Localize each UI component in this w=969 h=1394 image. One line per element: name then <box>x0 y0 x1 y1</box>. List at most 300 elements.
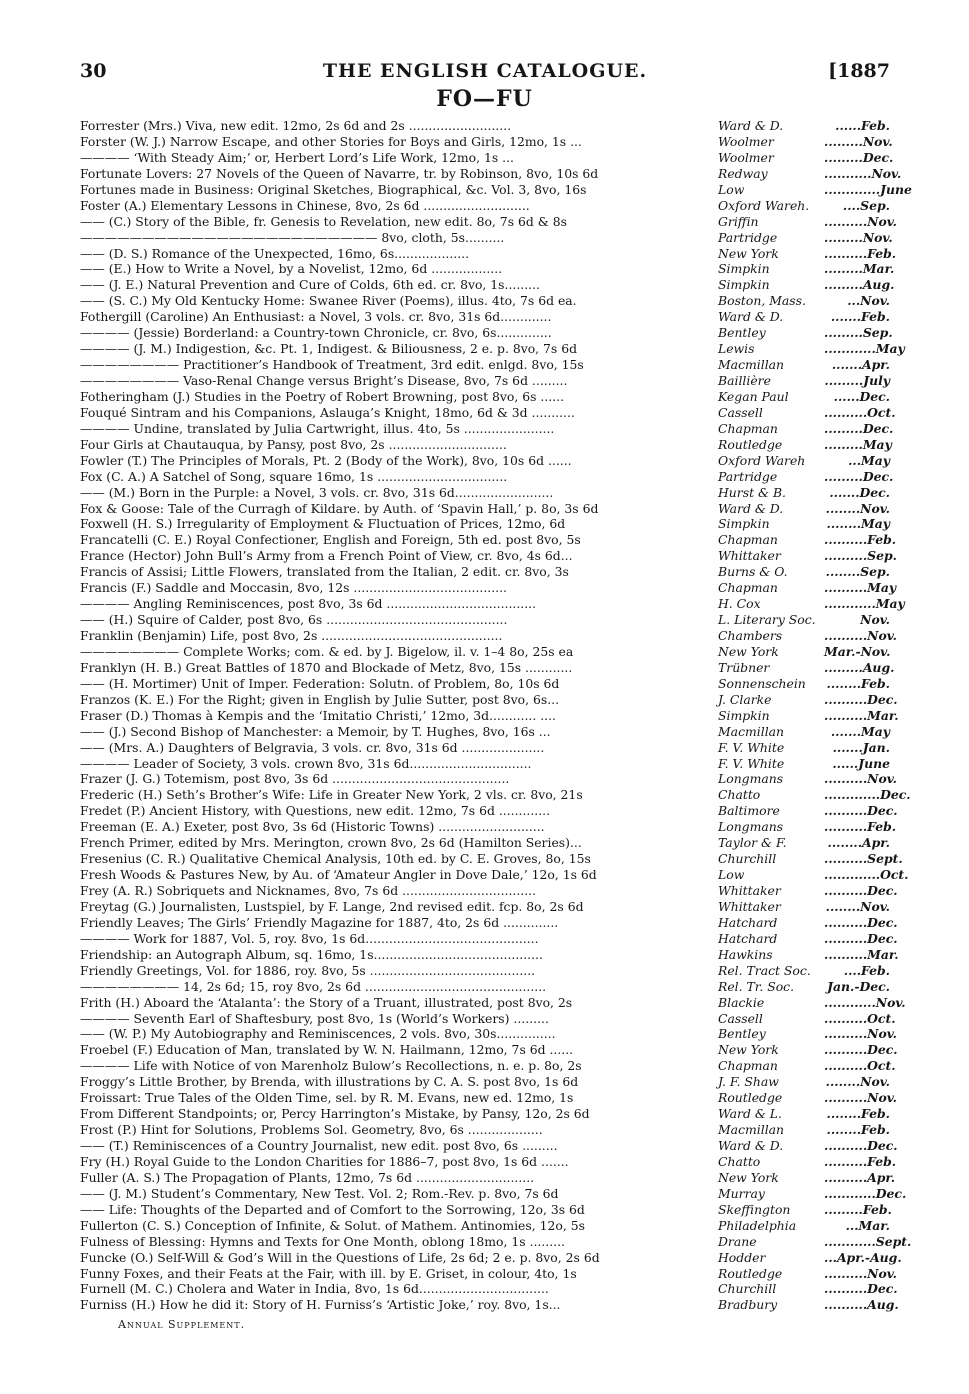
running-title: THE ENGLISH CATALOGUE. <box>322 60 648 82</box>
catalogue-entry <box>80 803 898 819</box>
entry-text: Froggy’s Little Brother, by Brenda, with illustrations by C. A. S. post 8vo, 1s 6d <box>80 1074 579 1090</box>
entry-date: ..........Dec. <box>824 1138 898 1153</box>
catalogue-entry <box>80 453 890 469</box>
entry-date: ..........May <box>824 580 897 596</box>
entry-publisher: Philadelphia <box>718 1217 797 1233</box>
catalogue-entry <box>80 580 897 596</box>
entry-text: —— (E.) How to Write a Novel, by a Novelist, 12mo, 6d .................. <box>80 261 503 277</box>
entry-publisher: Hatchard <box>718 930 778 946</box>
catalogue-entry <box>80 1169 896 1186</box>
entry-date: ..........Oct. <box>824 1058 896 1074</box>
entry-publisher: Rel. Tract Soc. <box>718 962 811 978</box>
entry-publisher: H. Cox <box>718 596 761 612</box>
entry-publisher: Simpkin <box>718 516 770 532</box>
entry-publisher: Chatto <box>718 787 761 803</box>
catalogue-entry <box>80 1297 899 1313</box>
entry-date: ..........Mar. <box>824 707 899 723</box>
entry-publisher: Routledge <box>718 1090 783 1106</box>
catalogue-entry <box>80 835 890 851</box>
catalogue-entry <box>80 181 912 198</box>
entry-text: Froissart: True Tales of the Olden Time, sel. by R. M. Evans, new ed. 12mo, 1s <box>80 1090 574 1106</box>
entry-date: ........May <box>826 516 890 532</box>
entry-text: Fredet (P.) Ancient History, with Questions, new edit. 12mo, 7s 6d ............. <box>80 803 551 819</box>
page-number: 30 <box>80 60 107 82</box>
entry-date: ........Feb. <box>826 1106 890 1122</box>
entry-publisher: New York <box>718 643 779 659</box>
entry-date: ..........Nov. <box>824 771 897 787</box>
entry-date: ..........Nov. <box>824 628 897 643</box>
catalogue-entry <box>80 1026 897 1042</box>
entry-publisher: Baillière <box>718 373 771 388</box>
entry-publisher: Woolmer <box>718 149 774 165</box>
entry-text: Friendship: an Autograph Album, sq. 16mo, 1s........................................... <box>80 946 543 962</box>
entry-date: .......Feb. <box>830 309 890 325</box>
entry-text: Fouqué Sintram and his Companions, Aslauga’s Knight, 18mo, 6d & 3d ........... <box>80 404 575 420</box>
catalogue-entry <box>80 261 895 277</box>
catalogue-entry <box>80 501 890 517</box>
catalogue-entry <box>80 1249 902 1266</box>
catalogue-entry <box>80 1010 896 1027</box>
entry-publisher: F. V. White <box>718 739 785 755</box>
entry-date: .............Dec. <box>824 787 911 803</box>
entry-text: Franklyn (H. B.) Great Battles of 1870 and Blockade of Metz, 8vo, 15s ............ <box>80 659 573 675</box>
entry-date: .............Oct. <box>824 867 909 883</box>
entry-publisher: Churchill <box>718 1281 777 1297</box>
entry-text: ———— Angling Reminiscences, post 8vo, 3s 6d ...................................... <box>80 596 537 612</box>
entry-publisher: New York <box>718 1169 779 1185</box>
entry-date: ..........Sep. <box>824 548 897 564</box>
entry-text: ———— (J. M.) Indigestion, &c. Pt. 1, Indigest. & Biliousness, 2 e. p. 8vo, 7s 6d <box>80 341 578 357</box>
catalogue-entry <box>80 118 890 134</box>
entry-text: Fraser (D.) Thomas à Kempis and the ‘Imitatio Christi,’ 12mo, 3d............ .... <box>80 707 556 723</box>
entry-text: ———— Life with Notice of von Marenholz Bulow’s Recollections, n. e. p. 8o, 2s <box>80 1058 582 1074</box>
catalogue-entry <box>80 899 890 915</box>
entry-text: —— (H. Mortimer) Unit of Imper. Federation: Solutn. of Problem, 8o, 10s 6d <box>80 675 560 691</box>
entry-publisher: Hawkins <box>718 946 773 962</box>
entry-publisher: F. V. White <box>718 755 785 771</box>
entry-publisher: Redway <box>718 165 768 181</box>
catalogue-entry <box>80 1233 912 1250</box>
catalogue-entry <box>80 1122 890 1138</box>
entry-publisher: Macmillan <box>718 723 785 739</box>
entry-publisher: Blackie <box>718 994 765 1010</box>
entry-publisher: Drane <box>718 1233 757 1249</box>
catalogue-entry <box>80 1106 890 1122</box>
entry-publisher: Ward & D. <box>718 118 784 133</box>
catalogue-entry <box>80 357 890 373</box>
entry-text: ———— Work for 1887, Vol. 5, roy. 8vo, 1s 6d............................................ <box>80 930 539 946</box>
entry-text: Foxwell (H. S.) Irregularity of Employment & Fluctuation of Prices, 12mo, 6d <box>80 516 566 532</box>
entry-text: Francis of Assisi; Little Flowers, translated from the Italian, 2 edit. cr. 8vo, 3s <box>80 564 569 580</box>
entry-publisher: Chambers <box>718 628 783 643</box>
entry-text: Fresh Woods & Pastures New, by Au. of ‘Amateur Angler in Dove Dale,’ 12o, 1s 6d <box>80 867 597 883</box>
entry-publisher: Simpkin <box>718 707 770 723</box>
entry-text: Fowler (T.) The Principles of Morals, Pt. 2 (Body of the Work), 8vo, 10s 6d ...... <box>80 452 572 468</box>
entry-date: ..........Feb. <box>824 819 897 835</box>
catalogue-entry <box>80 724 890 740</box>
catalogue-entry <box>80 245 897 262</box>
catalogue-entry <box>80 373 890 389</box>
entry-text: France (Hector) John Bull’s Army from a French Point of View, cr. 8vo, 4s 6d... <box>80 548 573 564</box>
entry-date: .........Aug. <box>824 659 895 675</box>
entry-publisher: Baltimore <box>718 803 780 819</box>
entry-text: ———————— Practitioner’s Handbook of Treatment, 3rd edit. enlgd. 8vo, 15s <box>80 357 584 373</box>
entry-text: Forster (W. J.) Narrow Escape, and other Stories for Boys and Girls, 12mo, 1s ... <box>80 133 582 149</box>
entry-date: ..........Dec. <box>824 1281 898 1297</box>
catalogue-entry <box>80 691 898 708</box>
entry-text: ———— Undine, translated by Julia Cartwright, illus. 4to, 5s ....................... <box>80 420 555 436</box>
entry-text: Fortunate Lovers: 27 Novels of the Queen of Navarre, tr. by Robinson, 8vo, 10s 6d <box>80 165 599 181</box>
catalogue-entry <box>80 198 890 214</box>
entry-date: ..........Oct. <box>824 404 896 420</box>
entry-publisher: Partridge <box>718 468 778 484</box>
entry-date: ............May <box>824 596 905 612</box>
entry-publisher: Low <box>718 181 745 197</box>
entry-text: Forrester (Mrs.) Viva, new edit. 12mo, 2s 6d and 2s .......................... <box>80 118 512 133</box>
entry-date: ..........Dec. <box>824 1042 898 1058</box>
entry-publisher: Hatchard <box>718 914 778 930</box>
entry-publisher: Boston, Mass. <box>718 293 806 309</box>
entry-text: —— (D. S.) Romance of the Unexpected, 16mo, 6s................... <box>80 245 470 261</box>
entry-date: ........Nov. <box>825 898 890 914</box>
entry-text: Freytag (G.) Journalisten, Lustspiel, by F. Lange, 2nd revised edit. fcp. 8o, 2s 6d <box>80 898 584 914</box>
entry-date: ........Sep. <box>825 564 890 580</box>
entry-text: —— (H.) Squire of Calder, post 8vo, 6s .............................................. <box>80 612 508 628</box>
entry-text: ———— ‘With Steady Aim;’ or, Herbert Lord’s Life Work, 12mo, 1s ... <box>80 149 514 165</box>
catalogue-entry <box>80 1265 897 1282</box>
entry-text: Friendly Leaves; The Girls’ Friendly Magazine for 1887, 4to, 2s 6d .............. <box>80 914 559 930</box>
entry-publisher: Rel. Tr. Soc. <box>718 978 795 994</box>
entry-text: ———— Leader of Society, 3 vols. crown 8vo, 31s 6d............................... <box>80 755 532 771</box>
entry-publisher: Woolmer <box>718 133 774 149</box>
entry-publisher: Bentley <box>718 1026 766 1042</box>
entry-date: .........Nov. <box>824 229 893 245</box>
entry-publisher: Murray <box>718 1185 765 1201</box>
catalogue-entry <box>80 883 898 899</box>
entry-text: Fuller (A. S.) The Propagation of Plants, 12mo, 7s 6d .............................. <box>80 1169 535 1185</box>
entry-publisher: Low <box>718 867 745 883</box>
catalogue-entry <box>80 532 897 548</box>
entry-date: ....Sep. <box>842 197 890 213</box>
entry-publisher: Ward & D. <box>718 309 784 325</box>
entry-text: Fortunes made in Business: Original Sketches, Biographical, &c. Vol. 3, 8vo, 16s <box>80 181 587 197</box>
entry-publisher: Whittaker <box>718 548 781 564</box>
entry-date: ..........Dec. <box>824 883 898 898</box>
catalogue-entry <box>80 325 893 341</box>
entry-date: ...Nov. <box>847 293 890 309</box>
entry-date: ..........Mar. <box>824 946 899 962</box>
entry-publisher: Partridge <box>718 229 778 245</box>
entry-publisher: Simpkin <box>718 277 770 293</box>
entry-text: Friendly Greetings, Vol. for 1886, roy. 8vo, 5s .......................................... <box>80 962 536 978</box>
catalogue-entry <box>80 914 898 931</box>
entry-date: .........Sep. <box>824 325 893 341</box>
catalogue-entry <box>80 468 894 485</box>
catalogue-entry <box>80 485 890 501</box>
catalogue-entry <box>80 404 896 421</box>
entry-publisher: Ward & L. <box>718 1106 782 1122</box>
entry-text: Franzos (K. E.) For the Right; given in English by Julie Sutter, post 8vo, 6s... <box>80 691 560 707</box>
entry-publisher: Oxford Wareh. <box>718 197 810 213</box>
entry-text: ———————— 14, 2s 6d; 15, roy 8vo, 2s 6d .............................................. <box>80 978 547 994</box>
catalogue-entry <box>80 596 905 612</box>
entry-text: Furnell (M. C.) Cholera and Water in India, 8vo, 1s 6d................................. <box>80 1281 549 1297</box>
entry-publisher: Griffin <box>718 213 759 229</box>
catalogue-entry <box>80 1058 896 1074</box>
entry-text: French Primer, edited by Mrs. Merington, crown 8vo, 2s 6d (Hamilton Series)... <box>80 835 582 851</box>
entry-date: .........Dec. <box>824 468 894 484</box>
catalogue-entry <box>80 165 902 182</box>
entry-text: Fulness of Blessing: Hymns and Texts for One Month, oblong 18mo, 1s ......... <box>80 1233 565 1249</box>
catalogue-entry <box>80 819 897 835</box>
entry-text: Fotheringham (J.) Studies in the Poetry of Robert Browning, post 8vo, 6s ...... <box>80 388 565 404</box>
entry-date: ........Nov. <box>825 1074 890 1090</box>
entry-date: ............Dec. <box>824 1185 907 1201</box>
entry-text: ———— (Jessie) Borderland: a Country-town Chronicle, cr. 8vo, 6s.............. <box>80 325 552 341</box>
entry-date: ............May <box>824 341 905 357</box>
catalogue-entry <box>80 1153 897 1170</box>
entry-text: —— Life: Thoughts of the Departed and of Comfort to the Sorrowing, 12o, 3s 6d <box>80 1201 585 1217</box>
entry-text: —— (M.) Born in the Purple: a Novel, 3 vols. cr. 8vo, 31s 6d......................... <box>80 484 554 500</box>
entry-publisher: Longmans <box>718 819 784 835</box>
entry-publisher: Skeffington <box>718 1201 791 1217</box>
catalogue-entry <box>80 1138 898 1154</box>
catalogue-entry <box>80 1218 890 1234</box>
catalogue-entry <box>80 740 890 756</box>
entry-date: ........Feb. <box>826 675 890 691</box>
entry-text: Fry (H.) Royal Guide to the London Charities for 1886–7, post 8vo, 1s 6d ....... <box>80 1153 569 1169</box>
entry-date: .........Mar. <box>824 261 895 277</box>
catalogue-entry <box>80 707 899 724</box>
entry-text: Frazer (J. G.) Totemism, post 8vo, 3s 6d ............................................. <box>80 771 510 787</box>
catalogue-entry <box>80 756 890 772</box>
entry-date: .........Dec. <box>824 420 894 436</box>
entry-date: ...Mar. <box>845 1217 890 1233</box>
entry-date: ..........Nov. <box>824 1265 897 1281</box>
entry-text: Fothergill (Caroline) An Enthusiast: a Novel, 3 vols. cr. 8vo, 31s 6d............. <box>80 309 552 325</box>
entry-list <box>80 118 912 1313</box>
catalogue-entry <box>80 659 895 676</box>
entry-date: ....Feb. <box>843 962 890 978</box>
entry-publisher: Burns & O. <box>718 564 788 580</box>
entry-date: ......June <box>832 755 890 771</box>
catalogue-entry <box>80 341 905 357</box>
entry-publisher: Macmillan <box>718 357 785 373</box>
entry-text: Frey (A. R.) Sobriquets and Nicknames, 8vo, 7s 6d .................................. <box>80 883 537 898</box>
entry-publisher: Macmillan <box>718 1122 785 1138</box>
entry-date: ......Feb. <box>835 118 890 133</box>
entry-date: Jan.-Dec. <box>827 978 890 994</box>
entry-date: ......Dec. <box>833 388 890 404</box>
entry-publisher: Oxford Wareh <box>718 452 806 468</box>
entry-publisher: Bentley <box>718 325 766 341</box>
entry-publisher: Cassell <box>718 404 763 420</box>
entry-text: Frith (H.) Aboard the ‘Atalanta’: the Story of a Truant, illustrated, post 8vo, 2s <box>80 994 573 1010</box>
entry-text: Francis (F.) Saddle and Moccasin, 8vo, 12s ....................................... <box>80 580 507 596</box>
entry-publisher: Churchill <box>718 851 777 867</box>
entry-date: ..........Feb. <box>824 245 897 261</box>
entry-text: From Different Standpoints; or, Percy Harrington’s Mistake, by Pansy, 12o, 2s 6d <box>80 1106 590 1122</box>
entry-text: —— (S. C.) My Old Kentucky Home: Swanee River (Poems), illus. 4to, 7s 6d ea. <box>80 293 577 309</box>
entry-date: .........May <box>824 436 892 452</box>
entry-date: ............Nov. <box>824 994 906 1010</box>
entry-text: —— (J. E.) Natural Prevention and Cure of Colds, 6th ed. cr. 8vo, 1s......... <box>80 277 540 293</box>
entry-publisher: Chatto <box>718 1153 761 1169</box>
catalogue-entry <box>80 564 890 580</box>
entry-publisher: J. Clarke <box>718 691 772 707</box>
entry-publisher: New York <box>718 245 779 261</box>
entry-text: Fullerton (C. S.) Conception of Infinite, & Solut. of Mathem. Antinomies, 12o, 5s <box>80 1217 585 1233</box>
catalogue-entry <box>80 516 890 532</box>
entry-text: Four Girls at Chautauqua, by Pansy, post 8vo, 2s .............................. <box>80 436 507 452</box>
entry-publisher: Chapman <box>718 1058 778 1074</box>
entry-publisher: Simpkin <box>718 261 770 277</box>
entry-publisher: Bradbury <box>718 1297 778 1313</box>
entry-text: Fox (C. A.) A Satchel of Song, square 16mo, 1s ................................. <box>80 468 508 484</box>
entry-date: ........Apr. <box>827 835 890 851</box>
entry-text: —— (J.) Second Bishop of Manchester: a Memoir, by T. Hughes, 8vo, 16s ... <box>80 723 551 739</box>
entry-text: Freeman (E. A.) Exeter, post 8vo, 3s 6d (Historic Towns) ........................... <box>80 819 545 835</box>
catalogue-entry <box>80 1185 907 1202</box>
catalogue-entry <box>80 548 897 564</box>
entry-text: ———— Seventh Earl of Shaftesbury, post 8vo, 1s (World’s Workers) ......... <box>80 1010 549 1026</box>
catalogue-entry <box>80 437 890 453</box>
catalogue-entry <box>80 420 894 437</box>
entry-text: ———————— Complete Works; com. & ed. by J. Bigelow, il. v. 1–4 8o, 25s ea <box>80 643 574 659</box>
entry-date: ............Sept. <box>824 1233 912 1249</box>
entry-publisher: L. Literary Soc. <box>718 612 816 628</box>
catalogue-entry <box>80 133 893 150</box>
entry-date: ...May <box>848 452 890 468</box>
entry-date: .......Jan. <box>832 739 890 755</box>
entry-text: Frederic (H.) Seth’s Brother’s Wife: Life in Greater New York, 2 vls. cr. 8vo, 21s <box>80 787 583 803</box>
entry-date: ........Feb. <box>826 1122 890 1138</box>
entry-date: ..........Dec. <box>824 803 898 819</box>
entry-publisher: Routledge <box>718 436 783 452</box>
entry-publisher: Lewis <box>718 341 755 357</box>
entry-text: —— (W. P.) My Autobiography and Reminiscences, 2 vols. 8vo, 30s............... <box>80 1026 556 1042</box>
entry-date: ..........Aug. <box>824 1297 899 1313</box>
entry-date: .........Dec. <box>824 149 894 165</box>
catalogue-entry <box>80 644 890 660</box>
catalogue-entry <box>80 628 897 644</box>
entry-publisher: Kegan Paul <box>718 388 789 404</box>
running-year: [1887 <box>828 60 890 82</box>
entry-text: Furniss (H.) How he did it: Story of H. Furniss’s ‘Artistic Joke,’ roy. 8vo, 1s... <box>80 1297 561 1313</box>
entry-publisher: Routledge <box>718 1265 783 1281</box>
catalogue-entry <box>80 213 897 230</box>
entry-date: .........Feb. <box>824 1201 892 1217</box>
entry-date: .......Dec. <box>829 484 890 500</box>
entry-text: Franklin (Benjamin) Life, post 8vo, 2s .............................................. <box>80 628 503 643</box>
catalogue-entry <box>80 963 890 979</box>
section-heading: FO—FU <box>436 86 533 112</box>
entry-text: Francatelli (C. E.) Royal Confectioner, English and Foreign, 5th ed. post 8vo, 5s <box>80 532 581 548</box>
catalogue-entry <box>80 851 903 867</box>
catalogue-entry <box>80 994 906 1011</box>
catalogue-entry <box>80 946 899 963</box>
entry-date: .......Apr. <box>831 357 890 373</box>
entry-publisher: Cassell <box>718 1010 763 1026</box>
entry-date: ..........Feb. <box>824 532 897 548</box>
entry-text: Froebel (F.) Education of Man, translated by W. N. Hailmann, 12mo, 7s 6d ...... <box>80 1042 574 1058</box>
catalogue-entry <box>80 1090 897 1106</box>
catalogue-entry <box>80 867 909 883</box>
catalogue-entry <box>80 979 890 995</box>
entry-date: ...Apr.-Aug. <box>824 1249 902 1265</box>
entry-text: —— (Mrs. A.) Daughters of Belgravia, 3 vols. cr. 8vo, 31s 6d ..................... <box>80 739 545 755</box>
entry-publisher: J. F. Shaw <box>718 1074 779 1090</box>
catalogue-entry <box>80 1074 890 1090</box>
entry-text: Funcke (O.) Self-Will & God’s Will in the Questions of Life, 2s 6d; 2 e. p. 8vo, 2s 6d <box>80 1249 600 1265</box>
entry-text: ———————————————————————— 8vo, cloth, 5s.......... <box>80 229 505 245</box>
entry-date: ..........Dec. <box>824 930 898 946</box>
entry-text: —— (J. M.) Student’s Commentary, New Test. Vol. 2; Rom.-Rev. p. 8vo, 7s 6d <box>80 1185 559 1201</box>
entry-publisher: Chapman <box>718 420 778 436</box>
entry-date: ...........Nov. <box>824 165 902 181</box>
catalogue-entry <box>80 787 911 803</box>
entry-date: ..........Dec. <box>824 691 898 707</box>
catalogue-entry <box>80 277 895 293</box>
entry-date: ........Nov. <box>825 500 890 516</box>
entry-text: Frost (P.) Hint for Solutions, Problems Sol. Geometry, 8vo, 6s ................... <box>80 1122 543 1138</box>
catalogue-entry <box>80 771 897 787</box>
entry-publisher: Chapman <box>718 532 778 548</box>
catalogue-entry <box>80 293 890 309</box>
catalogue-entry <box>80 149 894 166</box>
entry-date: ..........Nov. <box>824 213 897 229</box>
catalogue-entry <box>80 676 890 692</box>
entry-date: ..........Oct. <box>824 1010 896 1026</box>
entry-date: .............June <box>824 181 912 197</box>
entry-date: .........Nov. <box>824 133 893 149</box>
entry-publisher: Ward & D. <box>718 1138 784 1153</box>
entry-publisher: New York <box>718 1042 779 1058</box>
entry-date: ..........Feb. <box>824 1153 897 1169</box>
entry-publisher: Whittaker <box>718 898 781 914</box>
entry-publisher: Sonnenschein <box>718 675 806 691</box>
entry-text: Fresenius (C. R.) Qualitative Chemical Analysis, 10th ed. by C. E. Groves, 8o, 15s <box>80 851 591 867</box>
catalogue-entry <box>80 1042 898 1058</box>
entry-date: .........Aug. <box>824 277 895 293</box>
entry-text: Funny Foxes, and their Feats at the Fair, with ill. by E. Griset, in colour, 4to, 1s <box>80 1265 577 1281</box>
catalogue-entry <box>80 1281 898 1297</box>
entry-publisher: Ward & D. <box>718 500 784 516</box>
entry-date: .........July <box>824 373 890 388</box>
footer-note: Annual Supplement. <box>118 1318 246 1331</box>
entry-publisher: Taylor & F. <box>718 835 787 851</box>
entry-date: ..........Nov. <box>824 1090 897 1106</box>
entry-date: .......May <box>830 723 890 739</box>
catalogue-entry <box>80 1202 890 1218</box>
entry-date: ..........Apr. <box>824 1169 896 1185</box>
entry-text: —— (T.) Reminiscences of a Country Journalist, new edit. post 8vo, 6s ......... <box>80 1138 558 1153</box>
entry-publisher: Chapman <box>718 580 778 596</box>
catalogue-entry <box>80 389 890 405</box>
entry-text: Fox & Goose: Tale of the Curragh of Kildare. by Auth. of ‘Spavin Hall,’ p. 8o, 3s 6d <box>80 500 599 516</box>
entry-publisher: Trübner <box>718 659 770 675</box>
entry-text: ———————— Vaso-Renal Change versus Bright’s Disease, 8vo, 7s 6d ......... <box>80 373 568 388</box>
catalogue-entry <box>80 309 890 325</box>
entry-date: ..........Nov. <box>824 1026 897 1042</box>
catalogue-entry <box>80 229 893 246</box>
entry-text: —— (C.) Story of the Bible, fr. Genesis to Revelation, new edit. 8o, 7s 6d & 8s <box>80 213 567 229</box>
entry-text: Foster (A.) Elementary Lessons in Chinese, 8vo, 2s 6d ........................... <box>80 197 530 213</box>
entry-date: ..........Sept. <box>824 851 903 867</box>
catalogue-entry <box>80 612 890 628</box>
entry-publisher: Whittaker <box>718 883 781 898</box>
catalogue-entry <box>80 930 898 947</box>
